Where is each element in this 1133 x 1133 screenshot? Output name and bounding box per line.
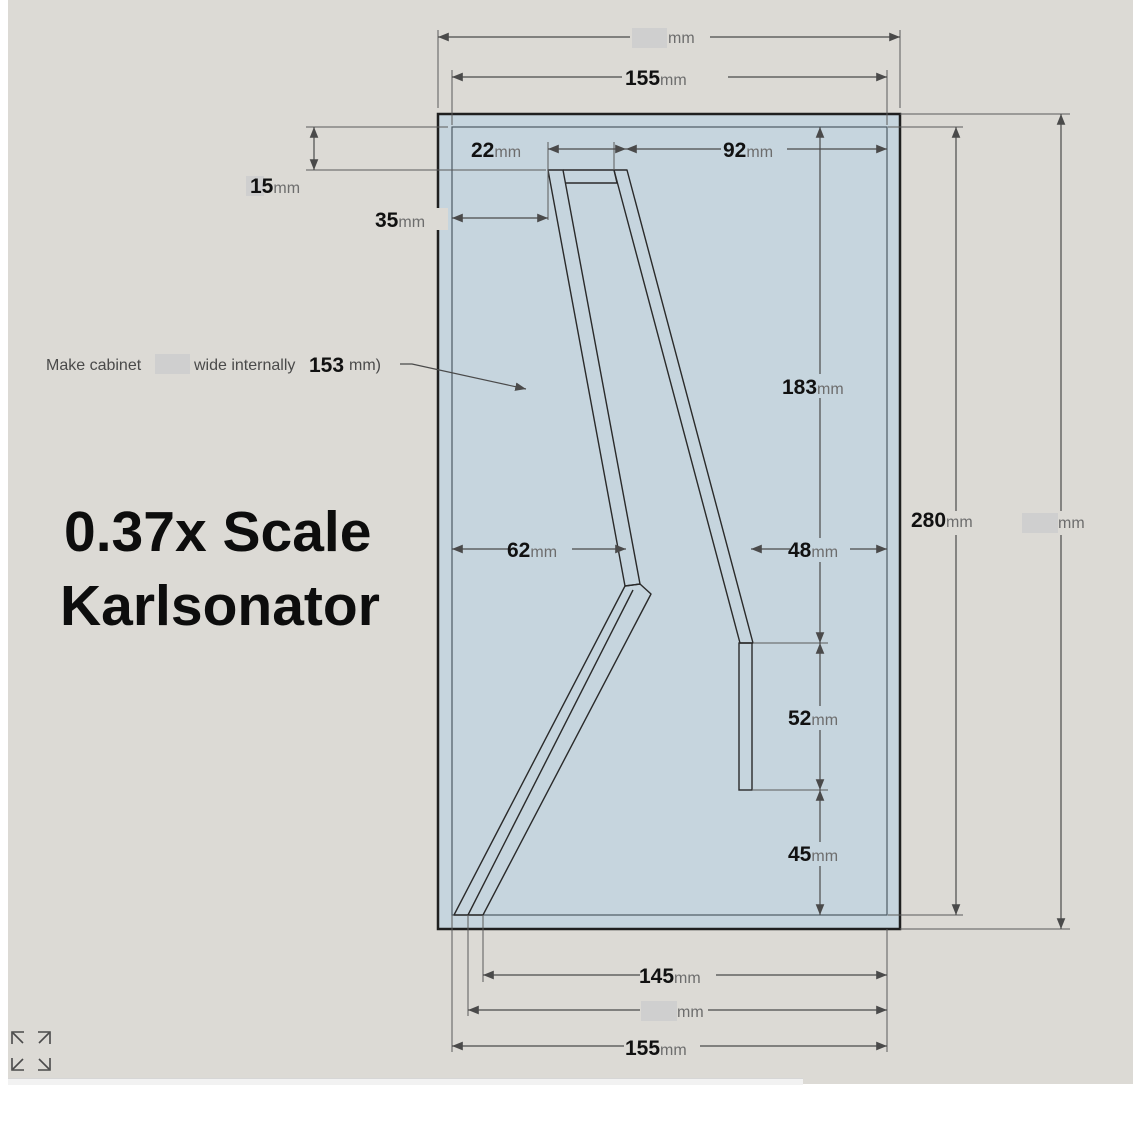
dim-right-span: 48mm xyxy=(788,539,839,562)
title-line-1: 0.37x Scale xyxy=(64,500,372,564)
dim-right-gap: 92mm xyxy=(723,139,774,162)
dim-left-offset: 35mm xyxy=(375,209,426,232)
bottom-2-blank xyxy=(641,1001,677,1021)
expand-arrows-icon[interactable] xyxy=(12,1032,50,1070)
cabinet-outer xyxy=(438,114,900,929)
dim-top-inner: 155mm xyxy=(625,67,687,90)
dim-left-span: 62mm xyxy=(507,539,558,562)
title-line-2: Karlsonator xyxy=(60,574,380,638)
dim-bottom-height: 45mm xyxy=(788,843,839,866)
note-value: 153 xyxy=(309,354,345,377)
note-blank xyxy=(155,354,190,374)
cabinet-diagram xyxy=(8,0,1133,1084)
url-strip xyxy=(8,1078,803,1085)
note-tail: mm) xyxy=(349,357,381,374)
dim-top-outer: mm xyxy=(668,30,695,47)
dim-bottom-2: mm xyxy=(677,1004,704,1021)
dim-middle-height: 52mm xyxy=(788,707,839,730)
dim-bottom-1: 145mm xyxy=(639,965,701,988)
dim-top-offset: 15mm xyxy=(250,175,301,198)
dim-upper-height: 183mm xyxy=(782,376,844,399)
top-outer-blank xyxy=(632,28,667,48)
drawing-canvas xyxy=(8,0,1133,1084)
note-after: wide internally xyxy=(194,357,296,374)
dim-slot-width: 22mm xyxy=(471,139,522,162)
dim-inner-height: 280mm xyxy=(911,509,973,532)
dim-bottom-3: 155mm xyxy=(625,1037,687,1060)
note-before: Make cabinet xyxy=(46,357,142,374)
outer-height-blank xyxy=(1022,513,1058,533)
dim-outer-height: mm xyxy=(1058,515,1085,532)
